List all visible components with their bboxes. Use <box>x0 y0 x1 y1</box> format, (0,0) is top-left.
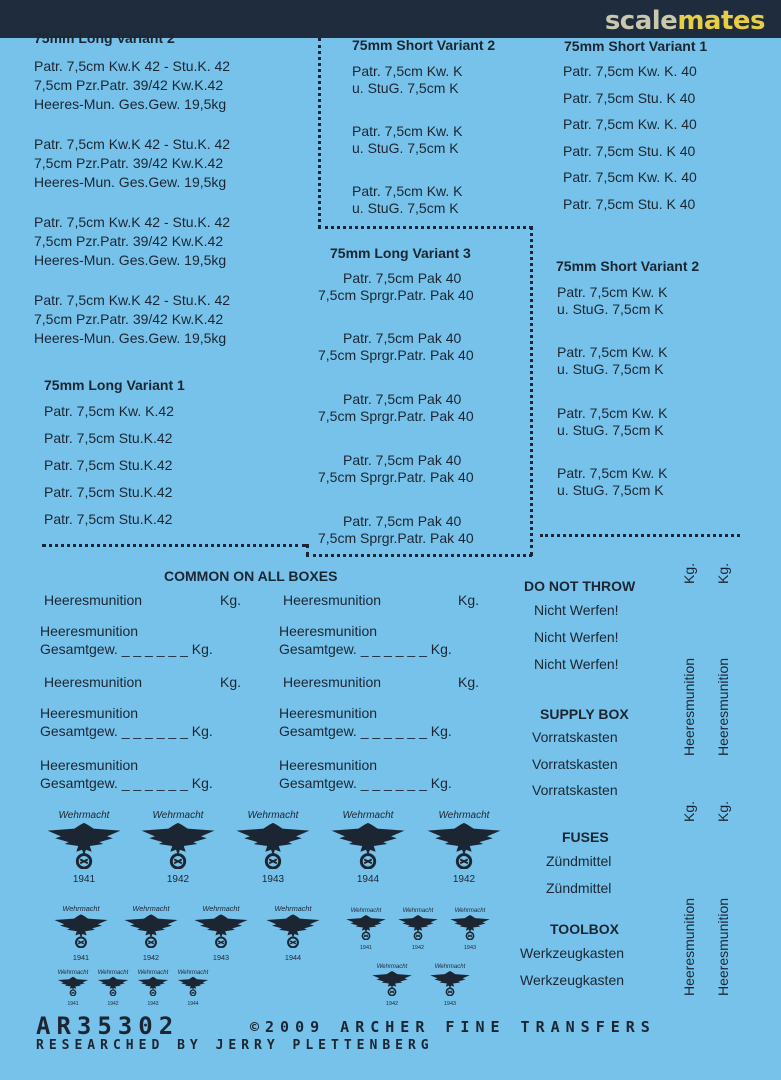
eagle-icon <box>233 821 313 869</box>
eagle-emblem-icon <box>136 970 170 1007</box>
eagle-caption: Wehrmacht <box>274 904 312 913</box>
section-title: SUPPLY BOX <box>540 706 629 722</box>
decal-line: 7,5cm Pzr.Patr. 39/42 Kw.K.42 <box>34 311 224 327</box>
eagle-emblem-icon <box>122 904 180 962</box>
decal-line: 7,5cm Sprgr.Patr. Pak 40 <box>318 408 474 424</box>
decal-line: Kg. <box>458 592 480 608</box>
eagle-year: 1941 <box>359 945 373 951</box>
decal-line: Nicht Werfen! <box>534 602 619 618</box>
decal-line: Gesamtgew. _ _ _ _ _ _ Kg. <box>279 641 452 657</box>
eagle-year: 1941 <box>72 874 96 885</box>
decal-line: Heeresmunition <box>279 757 378 773</box>
eagle-emblem-icon <box>424 810 504 885</box>
decal-line: Gesamtgew. _ _ _ _ _ _ Kg. <box>279 775 452 791</box>
eagle-year: 1941 <box>67 1001 79 1007</box>
decal-line: Patr. 7,5cm Kw. K <box>352 123 463 139</box>
eagle-icon <box>176 976 210 996</box>
eagle-year: 1942 <box>411 945 425 951</box>
eagle-caption: Wehrmacht <box>137 970 169 976</box>
decal-line: Kg. <box>220 592 242 608</box>
eagle-caption: Wehrmacht <box>152 810 204 821</box>
eagle-caption: Wehrmacht <box>350 908 382 914</box>
section-title: 75mm Short Variant 1 <box>564 38 708 54</box>
eagle-emblem-icon <box>44 810 124 885</box>
eagle-caption: Wehrmacht <box>342 810 394 821</box>
decal-line: Patr. 7,5cm Stu. K 40 <box>563 195 696 212</box>
section-title: 75mm Long Variant 1 <box>44 377 185 393</box>
decal-line: Heeresmunition <box>44 592 143 608</box>
vertical-decal: Kg. <box>681 800 697 822</box>
sheet-code: AR35302 <box>36 1012 180 1040</box>
eagle-icon <box>138 821 218 869</box>
divider <box>530 226 533 556</box>
decal-line: Gesamtgew. _ _ _ _ _ _ Kg. <box>279 723 452 739</box>
eagle-caption: Wehrmacht <box>376 964 408 970</box>
decal-line: Heeresmunition <box>279 623 378 639</box>
decal-line: u. StuG. 7,5cm K <box>557 422 664 438</box>
eagle-icon <box>428 970 472 996</box>
eagle-icon <box>448 914 492 940</box>
eagle-caption: Wehrmacht <box>247 810 299 821</box>
decal-line: Patr. 7,5cm Kw.K 42 - Stu.K. 42 <box>34 214 231 230</box>
decal-line: Patr. 7,5cm Stu. K 40 <box>563 142 696 159</box>
decal-line: 7,5cm Pzr.Patr. 39/42 Kw.K.42 <box>34 155 224 171</box>
decal-line: Patr. 7,5cm Pak 40 <box>343 270 462 286</box>
decal-line: Heeres-Mun. Ges.Gew. 19,5kg <box>34 174 227 190</box>
eagle-caption: Wehrmacht <box>438 810 490 821</box>
eagle-caption: Wehrmacht <box>454 908 486 914</box>
eagle-emblem-icon <box>344 908 388 951</box>
divider <box>318 226 532 229</box>
decal-line: Patr. 7,5cm Kw. K <box>352 63 463 79</box>
decal-line: Vorratskasten <box>532 782 618 798</box>
decal-line: Patr. 7,5cm Kw. K. 40 <box>563 169 697 185</box>
eagle-year: 1943 <box>212 953 230 962</box>
section-title: 75mm Long Variant 3 <box>330 245 471 261</box>
decal-line: Heeres-Mun. Ges.Gew. 19,5kg <box>34 330 227 346</box>
eagle-year: 1943 <box>443 1001 457 1007</box>
eagle-emblem-icon <box>428 964 472 1007</box>
decal-line: Patr. 7,5cm Kw. K <box>557 284 668 300</box>
eagle-emblem-icon <box>138 810 218 885</box>
decal-line: Heeresmunition <box>283 674 382 690</box>
decal-line: Patr. 7,5cm Kw. K <box>557 344 668 360</box>
section-title: 75mm Short Variant 2 <box>556 258 700 274</box>
eagle-caption: Wehrmacht <box>402 908 434 914</box>
divider <box>318 38 321 228</box>
decal-line: u. StuG. 7,5cm K <box>557 361 664 377</box>
copyright-line: ©2009 ARCHER FINE TRANSFERS <box>250 1018 656 1036</box>
decal-line: Heeresmunition <box>283 592 382 608</box>
decal-line: Heeresmunition <box>44 674 143 690</box>
eagle-icon <box>396 914 440 940</box>
decal-line: Patr. 7,5cm Kw. K <box>557 465 668 481</box>
vertical-decal: Heeresmunition <box>681 657 697 756</box>
eagle-icon <box>264 913 322 948</box>
vertical-decal: Heeresmunition <box>681 897 697 996</box>
eagle-icon <box>192 913 250 948</box>
eagle-caption: Wehrmacht <box>57 970 89 976</box>
decal-line: Patr. 7,5cm Kw. K. 40 <box>563 116 697 132</box>
divider <box>540 534 740 537</box>
eagle-emblem-icon <box>52 904 110 962</box>
decal-line: Patr. 7,5cm Stu.K.42 <box>44 430 173 446</box>
eagle-caption: Wehrmacht <box>177 970 209 976</box>
eagle-emblem-icon <box>192 904 250 962</box>
decal-line: Patr. 7,5cm Kw.K 42 - Stu.K. 42 <box>34 58 231 74</box>
decal-line: Nicht Werfen! <box>534 656 619 672</box>
decal-line: Heeresmunition <box>40 623 139 639</box>
decal-line: Patr. 7,5cm Kw. K <box>352 183 463 199</box>
eagle-emblem-icon <box>264 904 322 962</box>
decal-line: u. StuG. 7,5cm K <box>557 301 664 317</box>
decal-line: Heeresmunition <box>40 705 139 721</box>
eagle-emblem-icon <box>56 970 90 1007</box>
eagle-year: 1942 <box>142 953 160 962</box>
eagle-caption: Wehrmacht <box>434 964 466 970</box>
eagle-caption: Wehrmacht <box>58 810 110 821</box>
eagle-icon <box>96 976 130 996</box>
eagle-emblem-icon <box>96 970 130 1007</box>
decal-line: Patr. 7,5cm Kw. K.42 <box>44 403 174 419</box>
eagle-icon <box>424 821 504 869</box>
eagle-year: 1943 <box>147 1001 159 1007</box>
decal-line: Heeres-Mun. Ges.Gew. 19,5kg <box>34 252 227 268</box>
decal-line: Patr. 7,5cm Stu. K 40 <box>563 89 696 106</box>
decal-line: Patr. 7,5cm Kw. K <box>557 405 668 421</box>
eagle-year: 1942 <box>452 874 476 885</box>
eagle-year: 1942 <box>107 1001 119 1007</box>
decal-line: Heeresmunition <box>279 705 378 721</box>
eagle-icon <box>328 821 408 869</box>
section-title: 75mm Long Variant 2 <box>34 30 175 46</box>
decal-line: Kg. <box>220 674 242 690</box>
decal-line: Heeresmunition <box>40 757 139 773</box>
vertical-decal: Kg. <box>681 562 697 584</box>
eagle-emblem-icon <box>448 908 492 951</box>
divider <box>306 554 532 557</box>
scalemates-logo[interactable]: scalemates <box>604 6 765 36</box>
divider <box>306 544 309 556</box>
eagle-caption: Wehrmacht <box>62 904 100 913</box>
section-title: FUSES <box>562 829 609 845</box>
researcher-line: RESEARCHED BY JERRY PLETTENBERG <box>36 1038 434 1053</box>
vertical-decal: Kg. <box>715 562 731 584</box>
eagle-icon <box>136 976 170 996</box>
eagle-icon <box>122 913 180 948</box>
decal-line: 7,5cm Sprgr.Patr. Pak 40 <box>318 530 474 546</box>
eagle-year: 1944 <box>187 1001 199 1007</box>
decal-line: Patr. 7,5cm Pak 40 <box>343 513 462 529</box>
vertical-decal: Heeresmunition <box>715 657 731 756</box>
eagle-icon <box>44 821 124 869</box>
decal-line: Patr. 7,5cm Pak 40 <box>343 391 462 407</box>
decal-line: u. StuG. 7,5cm K <box>557 482 664 498</box>
decal-line: u. StuG. 7,5cm K <box>352 80 459 96</box>
eagle-emblem-icon <box>328 810 408 885</box>
vertical-decal: Heeresmunition <box>715 897 731 996</box>
eagle-emblem-icon <box>176 970 210 1007</box>
decal-line: u. StuG. 7,5cm K <box>352 140 459 156</box>
eagle-icon <box>344 914 388 940</box>
decal-line: Patr. 7,5cm Kw.K 42 - Stu.K. 42 <box>34 136 231 152</box>
decal-line: Vorratskasten <box>532 756 618 772</box>
section-title: TOOLBOX <box>550 921 619 937</box>
decal-line: Heeres-Mun. Ges.Gew. 19,5kg <box>34 96 227 112</box>
section-title: DO NOT THROW <box>524 578 636 594</box>
decal-line: Patr. 7,5cm Pak 40 <box>343 452 462 468</box>
decal-line: Patr. 7,5cm Pak 40 <box>343 330 462 346</box>
section-title: 75mm Short Variant 2 <box>352 37 496 53</box>
eagle-year: 1942 <box>385 1001 399 1007</box>
decal-line: Nicht Werfen! <box>534 629 619 645</box>
eagle-year: 1944 <box>356 874 380 885</box>
decal-line: Patr. 7,5cm Stu.K.42 <box>44 457 173 473</box>
section-title: COMMON ON ALL BOXES <box>164 568 338 584</box>
eagle-icon <box>52 913 110 948</box>
decal-line: 7,5cm Pzr.Patr. 39/42 Kw.K.42 <box>34 233 224 249</box>
decal-line: Gesamtgew. _ _ _ _ _ _ Kg. <box>40 723 213 739</box>
decal-line: Werkzeugkasten <box>520 945 625 961</box>
decal-line: Vorratskasten <box>532 729 618 745</box>
vertical-decal: Kg. <box>715 800 731 822</box>
decal-line: Patr. 7,5cm Kw. K. 40 <box>563 63 697 79</box>
decal-line: 7,5cm Pzr.Patr. 39/42 Kw.K.42 <box>34 77 224 93</box>
decal-line: Zündmittel <box>546 853 612 869</box>
eagle-year: 1944 <box>284 953 302 962</box>
eagle-year: 1941 <box>72 953 90 962</box>
eagle-emblem-icon <box>370 964 414 1007</box>
eagle-caption: Wehrmacht <box>132 904 170 913</box>
decal-line: Gesamtgew. _ _ _ _ _ _ Kg. <box>40 775 213 791</box>
decal-line: Patr. 7,5cm Stu.K.42 <box>44 511 173 527</box>
eagle-emblem-icon <box>396 908 440 951</box>
decal-line: 7,5cm Sprgr.Patr. Pak 40 <box>318 287 474 303</box>
eagle-icon <box>56 976 90 996</box>
eagle-year: 1942 <box>166 874 190 885</box>
decal-line: u. StuG. 7,5cm K <box>352 200 459 216</box>
eagle-caption: Wehrmacht <box>97 970 129 976</box>
eagle-year: 1943 <box>261 874 285 885</box>
decal-line: Gesamtgew. _ _ _ _ _ _ Kg. <box>40 641 213 657</box>
eagle-year: 1943 <box>463 945 477 951</box>
divider <box>42 544 306 547</box>
decal-line: Patr. 7,5cm Kw.K 42 - Stu.K. 42 <box>34 292 231 308</box>
decal-line: Werkzeugkasten <box>520 972 625 988</box>
decal-line: 7,5cm Sprgr.Patr. Pak 40 <box>318 469 474 485</box>
eagle-icon <box>370 970 414 996</box>
decal-line: Patr. 7,5cm Stu.K.42 <box>44 484 173 500</box>
eagle-emblem-icon <box>233 810 313 885</box>
decal-line: Kg. <box>458 674 480 690</box>
decal-line: Zündmittel <box>546 880 612 896</box>
eagle-caption: Wehrmacht <box>202 904 240 913</box>
decal-line: 7,5cm Sprgr.Patr. Pak 40 <box>318 347 474 363</box>
